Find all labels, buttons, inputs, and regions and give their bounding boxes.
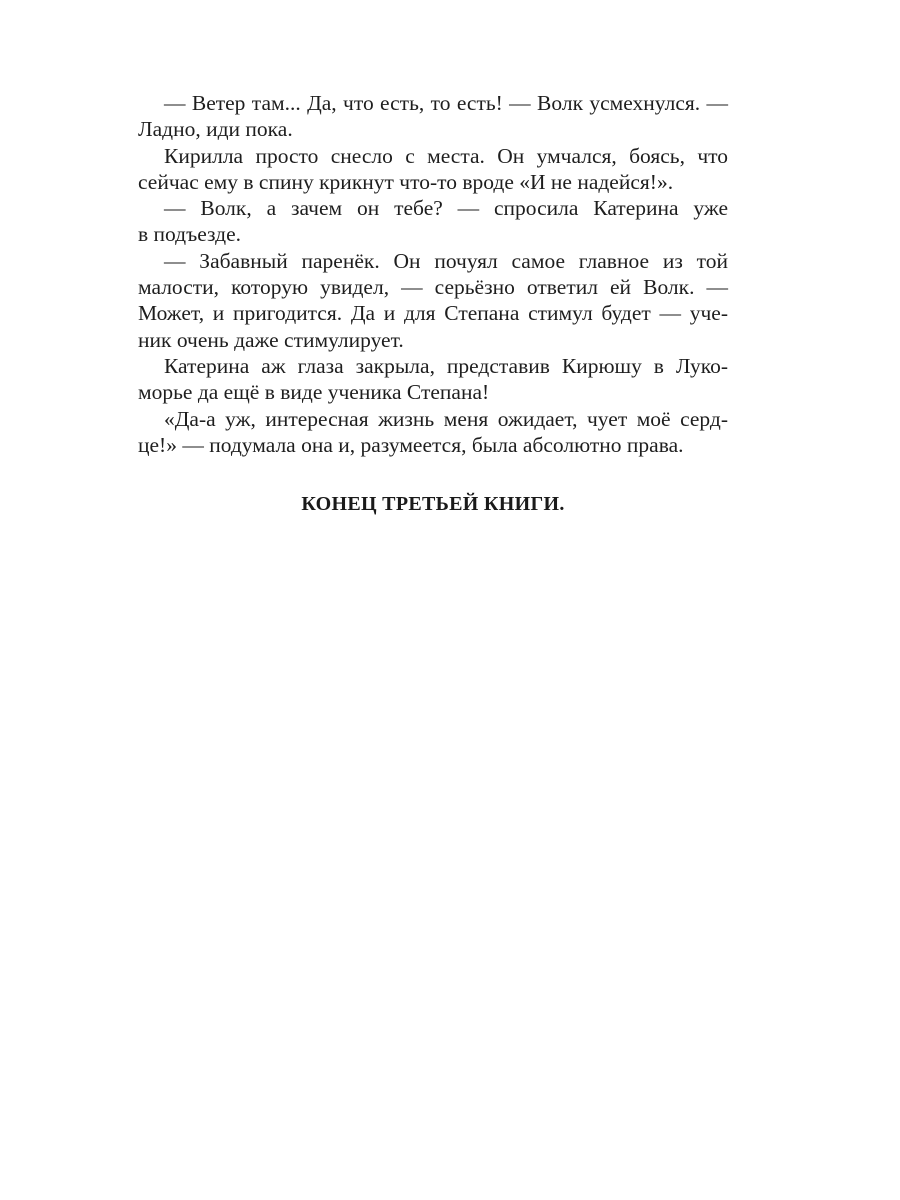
paragraph-line: — Ветер там... Да, что есть, то есть! — Волк усмехнулся. — — [164, 91, 728, 115]
paragraph-line: ник очень даже стимулирует. — [138, 327, 404, 352]
paragraph-line: Катерина аж глаза закрыла, представив Кирюшу в Луко- — [164, 353, 728, 378]
body-text — [138, 90, 728, 458]
paragraph-line: це!» — подумала она и, разумеется, была абсолютно права. — [138, 432, 684, 457]
paragraph-line: морье да ещё в виде ученика Степана! — [138, 380, 490, 405]
paragraph-line: в подъезде. — [138, 222, 241, 247]
paragraph-line: «Да-а уж, интересная жизнь меня ожидает, чует моё серд- — [164, 406, 728, 431]
paragraph-line: сейчас ему в спину крикнут что-то вроде «И не надейся!». — [138, 169, 674, 194]
paragraph-line: малости, которую увидел, — серьёзно ответил ей Волк. — — [138, 275, 728, 300]
book-ending-heading: КОНЕЦ ТРЕТЬЕЙ КНИГИ. — [301, 493, 565, 515]
paragraph-line: — Волк, а зачем он тебе? — спросила Катерина уже — [164, 196, 728, 221]
paragraph-line: — Забавный паренёк. Он почуял самое главное из той — [164, 248, 728, 273]
paragraph-line: Может, и пригодится. Да и для Степана стимул будет — уче- — [138, 301, 728, 326]
paragraph-line: Кирилла просто снесло с места. Он умчался, боясь, что — [164, 143, 728, 168]
paragraph-line: Ладно, иди пока. — [138, 117, 293, 142]
